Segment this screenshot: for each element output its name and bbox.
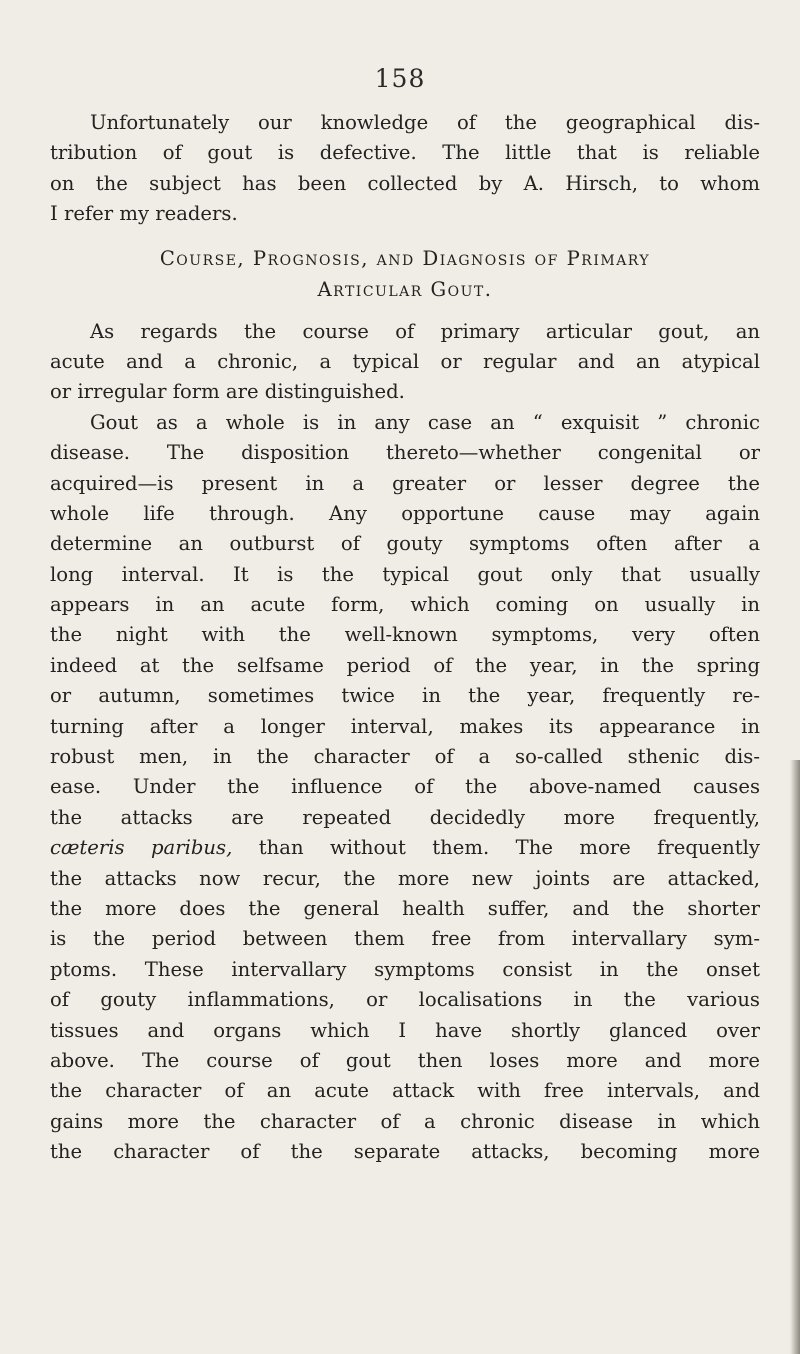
paragraph-gout-chronic (50, 408, 760, 1168)
text-line-with-italic (50, 833, 760, 863)
text-line: disease. The disposition thereto—whether congenital or (50, 441, 760, 465)
text-line: Unfortunately our knowledge of the geographical dis- (90, 111, 760, 134)
text-line: As regards the course of primary articular gout, an (90, 319, 760, 343)
text-line: of gouty inflammations, or localisations in the various (50, 988, 760, 1012)
text-line: on the subject has been collected by A. Hirsch, to whom (50, 171, 760, 195)
text-line: acquired—is present in a greater or lesser degree the (50, 471, 760, 495)
text-fragment: than without them. The more frequently (232, 836, 760, 860)
text-line: or autumn, sometimes twice in the year, frequently re- (50, 684, 760, 708)
section-heading-line-2: Articular Gout. (317, 277, 493, 301)
text-line: ptoms. These intervallary symptoms consist in the onset (50, 957, 760, 981)
text-line: turning after a longer interval, makes its appearance in (50, 714, 760, 738)
text-line: the attacks now recur, the more new joints are attacked, (50, 866, 760, 890)
text-line: long interval. It is the typical gout only that usually (50, 562, 760, 586)
text-line: determine an outburst of gouty symptoms often after a (50, 532, 760, 556)
text-line: above. The course of gout then loses more and more (50, 1048, 760, 1072)
text-line: acute and a chronic, a typical or regular and an atypical (50, 349, 760, 373)
section-heading-line-1: Course, Prognosis, and Diagnosis of Primary (159, 246, 651, 270)
text-line: ease. Under the influence of the above-named causes (50, 775, 760, 799)
intro-paragraph (50, 108, 760, 230)
text-line: indeed at the selfsame period of the year, in the spring (50, 653, 760, 677)
text-line: the more does the general health suffer, and the shorter (50, 896, 760, 920)
text-line: the attacks are repeated decidedly more frequently, (50, 805, 760, 829)
text-line: I refer my readers. (50, 202, 238, 226)
text-line: gains more the character of a chronic disease in which (50, 1109, 760, 1133)
italic-phrase: cæteris paribus, (50, 836, 233, 860)
text-line: tissues and organs which I have shortly glanced over (50, 1018, 760, 1042)
text-line: Gout as a whole is in any case an “ exquisit ” chronic (90, 410, 760, 434)
text-line: the character of the separate attacks, becoming more (50, 1140, 760, 1164)
body-text (50, 108, 760, 1168)
text-line: the night with the well-known symptoms, very often (50, 623, 760, 647)
text-line: robust men, in the character of a so-called sthenic dis- (50, 745, 760, 769)
page-edge-shadow (790, 760, 800, 1354)
page-number: 158 (374, 64, 426, 93)
paragraph-course (50, 317, 760, 408)
text-line: whole life through. Any opportune cause may again (50, 501, 760, 525)
text-line: or irregular form are distinguished. (50, 380, 405, 404)
text-line: appears in an acute form, which coming on usually in (50, 593, 760, 617)
text-line: is the period between them free from intervallary sym- (50, 927, 760, 951)
text-line: the character of an acute attack with free intervals, and (50, 1079, 760, 1103)
text-line: tribution of gout is defective. The little that is reliable (50, 141, 760, 165)
